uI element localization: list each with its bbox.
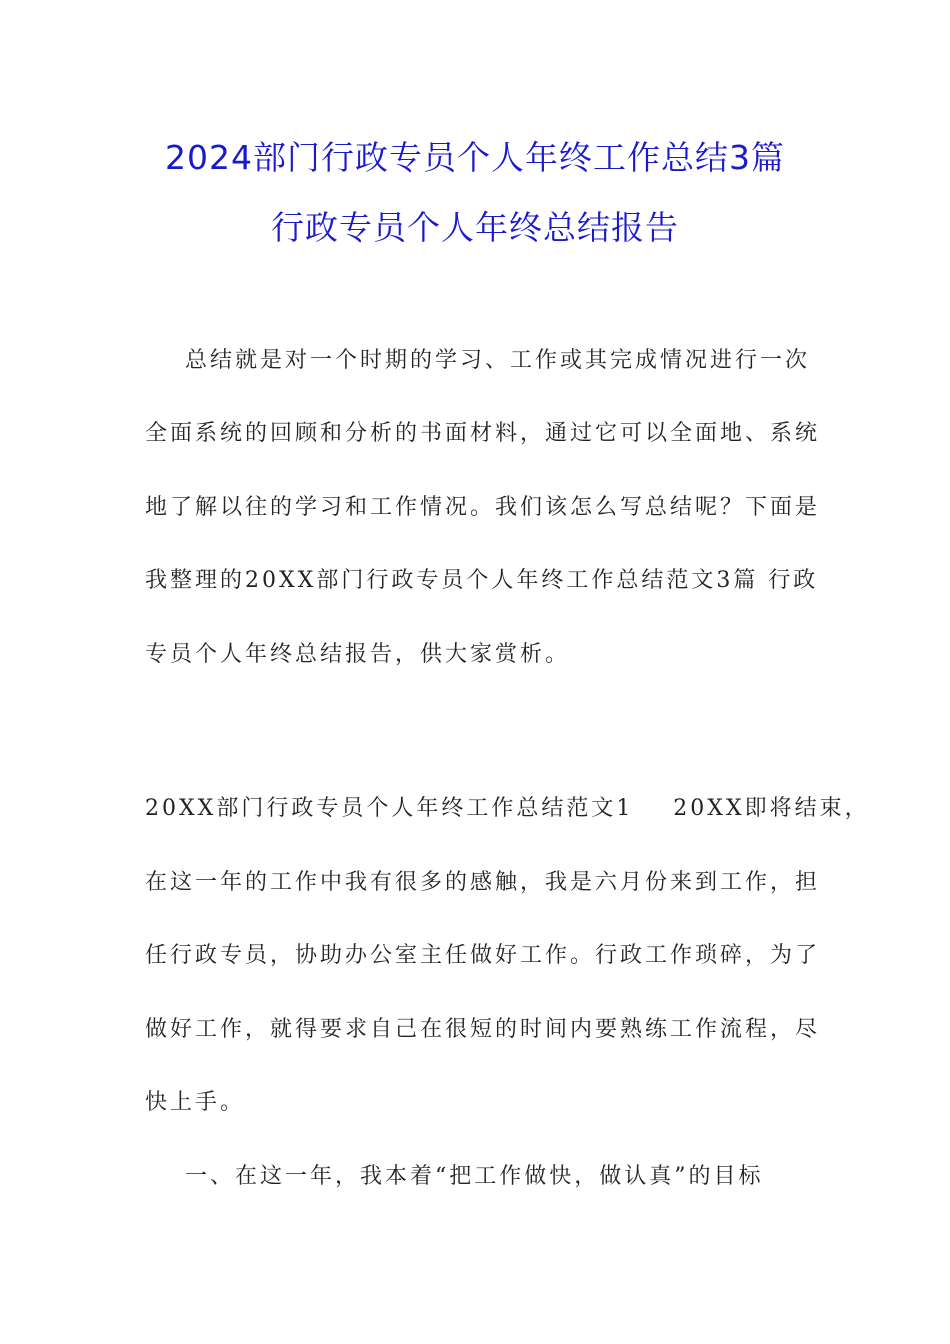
document-title-line-1: 2024部门行政专员个人年终工作总结3篇 [165,138,785,177]
body-paragraph-line: 做好工作，就得要求自己在很短的时间内要熟练工作流程，尽 [145,1017,821,1042]
intro-paragraph-line: 我整理的20XX部门行政专员个人年终工作总结范文3篇 行政 [145,568,819,593]
body-paragraph-line: 任行政专员，协助办公室主任做好工作。行政工作琐碎，为了 [145,943,821,968]
intro-paragraph-line: 全面系统的回顾和分析的书面材料，通过它可以全面地、系统 [145,421,821,446]
body-paragraph-line: 在这一年的工作中我有很多的感触，我是六月份来到工作，担 [145,870,821,895]
intro-paragraph-line: 专员个人年终总结报告，供大家赏析。 [145,642,571,667]
intro-paragraph-line: 总结就是对一个时期的学习、工作或其完成情况进行一次 [145,348,810,373]
section-heading-line: 一、在这一年，我本着“把工作做快，做认真”的目标 [145,1164,764,1189]
body-paragraph-line: 20XX部门行政专员个人年终工作总结范文1 20XX即将结束， [145,796,870,821]
document-title-line-2: 行政专员个人年终总结报告 [271,208,679,247]
intro-paragraph-line: 地了解以往的学习和工作情况。我们该怎么写总结呢？下面是 [145,495,821,520]
body-paragraph-line: 快上手。 [145,1090,246,1115]
